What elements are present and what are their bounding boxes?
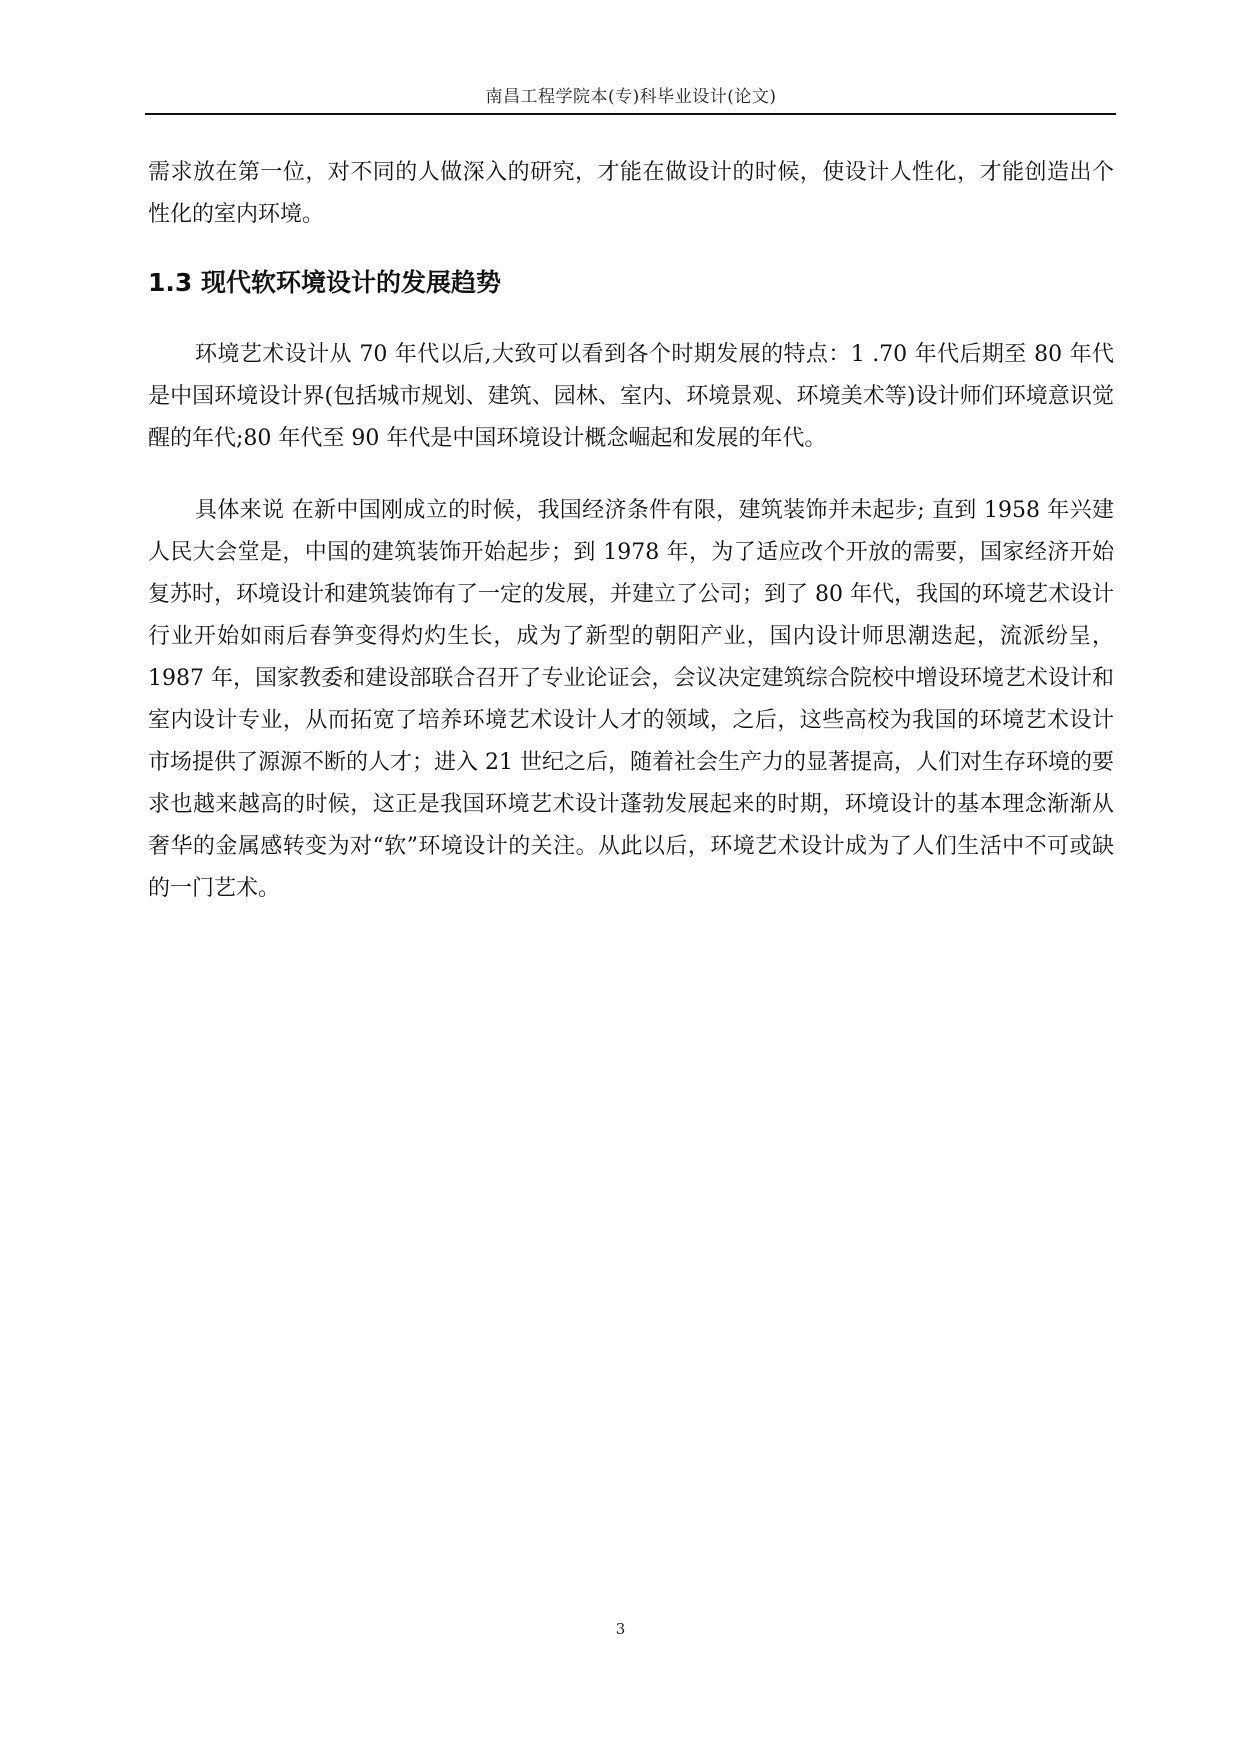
page-number: 3 [615, 1620, 626, 1638]
paragraph: 环境艺术设计从 70 年代以后,大致可以看到各个时期发展的特点：1 .70 年代后期至 80 年代是中国环境设计界(包括城市规划、建筑、园林、室内、环境景观、环境美术等)设计师们环境意识觉醒的年代;80 年代至 90 年代是中国环境设计概念崛起和发展的年代。 [148, 342, 1114, 451]
header-divider [145, 113, 1116, 115]
paragraph: 具体来说 在新中国刚成立的时候，我国经济条件有限，建筑装饰并未起步; 直到 1958 年兴建人民大会堂是，中国的建筑装饰开始起步；到 1978 年，为了适应改个开放的需要，国家经济开始复苏时，环境设计和建筑装饰有了一定的发展，并建立了公司；到了 80 年代，我国的环境艺术设计行业开始如雨后春笋变得灼灼生长，成为了新型的朝阳产业，国内设计师思潮迭起，流派纷呈，1987 年，国家教委和建设部联合召开了专业论证会，会议决定建筑综合院校中增设环境艺术设计和室内设计专业，从而拓宽了培养环境艺术设计人才的领域，之后，这些高校为我国的环境艺术设计市场提供了源源不断的人才；进入 21 世纪之后，随着社会生产力的显著提高，人们对生存环境的要求也越来越高的时候，这正是我国环境艺术设计蓬勃发展起来的时期，环境设计的基本理念渐渐从奢华的金属感转变为对“软”环境设计的关注。从此以后，环境艺术设计成为了人们生活中不可或缺的一门艺术。 [148, 498, 1114, 901]
running-header: 南昌工程学院本(专)科毕业设计(论文) [485, 87, 777, 107]
section-heading: 1.3 现代软环境设计的发展趋势 [148, 268, 501, 297]
continued-paragraph: 需求放在第一位，对不同的人做深入的研究，才能在做设计的时候，使设计人性化，才能创造出个性化的室内环境。 [148, 160, 1114, 227]
